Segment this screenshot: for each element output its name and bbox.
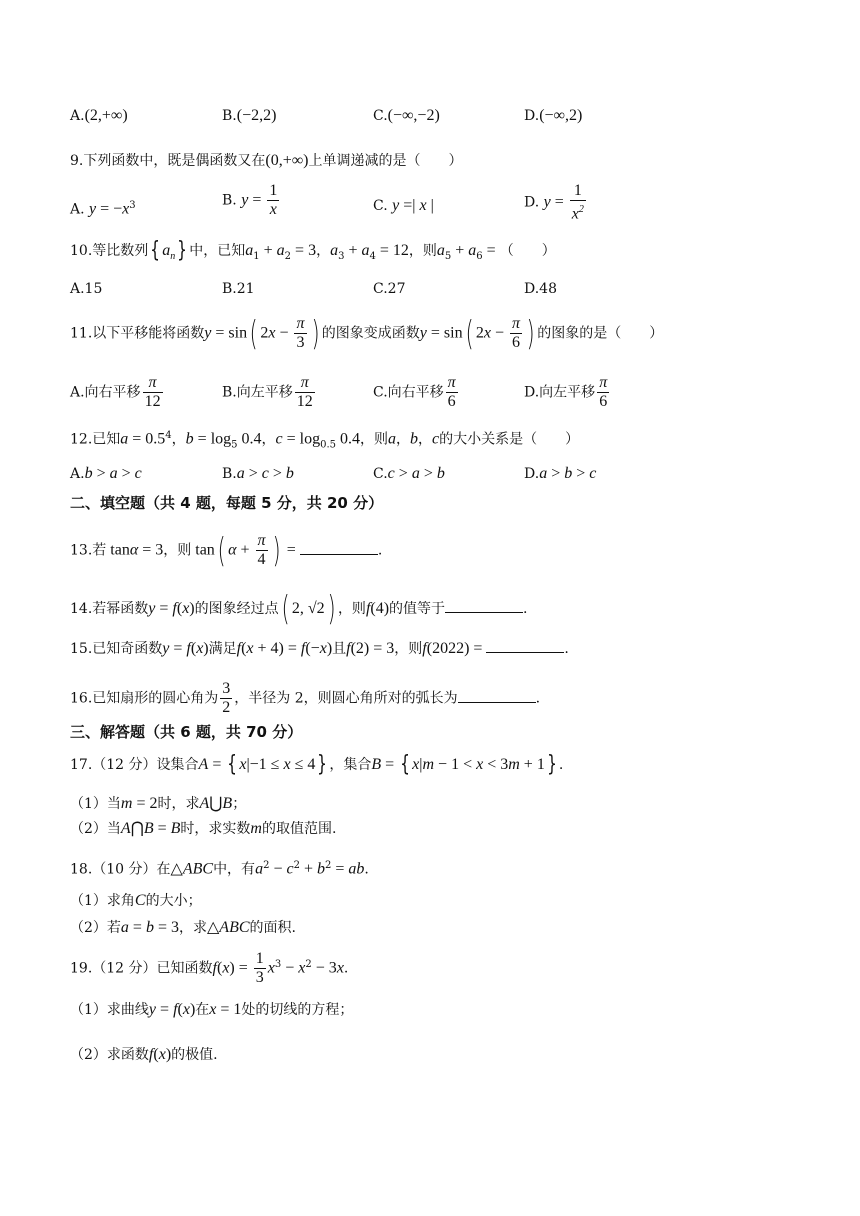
q9-stem: 9.下列函数中，既是偶函数又在(0,+∞)上单调递减的是（ ） [70,152,463,169]
q11-stem: 11.以下平移能将函数y = sin( 2x − $\frac{\pi}{3}$ ) 的图象变成函数y = sin( 2x − $\frac{\pi}{6}$ ) 的图象的是（ ） [70,313,664,354]
q11-option-a: A.向右平移 $\frac{\pi}{12}$ [70,374,161,410]
q13-answer-blank [300,540,378,555]
q8-option-b: B.(−2,2) [222,107,277,124]
q16-stem: 16.已知扇形的圆心角为 $\frac{3}{2}$ ，半径为 2，则圆心角所对的弧长为 . [70,680,541,716]
q10-option-a: A.15 [70,281,103,297]
q8-option-c: C.(−∞,−2) [373,107,440,124]
q13-stem: 13.若 tanα = 3，则 tan( α + $\frac{\pi}{4}$ ) = . [70,530,383,571]
q16-answer-blank [458,688,536,703]
section-2-heading: 二、填空题（共 4 题，每题 5 分，共 20 分） [70,494,384,512]
q11-option-c: C.向右平移 $\frac{\pi}{6}$ [373,374,456,410]
q10-stem: 10.等比数列{ $a_n$} 中，已知$a_1 + a_2 = 3$，$a_3 + a_4 = 12$，则$a_5 + a_6$ = （ ） [70,238,556,263]
q19-part-1: （1）求曲线y = f(x)在x = 1处的切线的方程； [70,1001,354,1018]
q8-option-a: A.(2,+∞) [70,107,128,124]
q12-stem: 12.已知$a = 0.5^4$，$b = \log_5 0.4$，$c = \log_{0.5} 0.4$，则a，b，c的大小关系是（ ） [70,430,580,451]
q17-part-2: （2）当A⋂B = B时，求实数m的取值范围. [70,820,337,837]
q12-option-a: A.b > a > c [70,465,142,482]
q10-option-c: C.27 [373,281,406,297]
q10-option-d: D.48 [524,281,557,297]
q14-stem: 14.若幂函数y = f(x)的图象经过点( 2, √2) ，则f(4)的值等于 . [70,589,528,629]
q12-option-d: D.a > b > c [524,465,597,482]
q9-option-d: D. y = $\frac{1}{x^2}$ [524,182,584,223]
q18-part-1: （1）求角C的大小； [70,892,202,909]
q18-part-2: （2）若a = b = 3，求△ABC的面积. [70,919,296,936]
q9-option-c: C. y =| x | [373,197,434,214]
q9-option-b: B. y = $\frac{1}{x}$ [222,182,278,218]
q12-option-c: C.c > a > b [373,465,445,482]
q19-stem: 19.（12 分）已知函数f(x) = $\frac{1}{3}$ $x^3 - x^2 - 3x$. [70,950,349,986]
q14-answer-blank [445,598,523,613]
q10-option-b: B.21 [222,281,255,297]
q18-stem: 18.（10 分）在△ABC中，有$a^2 - c^2 + b^2$ = ab. [70,860,369,878]
q15-answer-blank [486,638,564,653]
q12-option-b: B.a > c > b [222,465,294,482]
q15-stem: 15.已知奇函数y = f(x)满足f(x + 4) = f(−x)且f(2) = 3，则f(2022) = . [70,640,569,657]
q17-stem: 17.（12 分）设集合A = { x|−1 ≤ x ≤ 4} ，集合B = { x|m − 1 < x < 3m + 1} . [70,752,564,777]
q8-option-d: D.(−∞,2) [524,107,583,124]
q17-part-1: （1）当m = 2时，求A⋃B； [70,795,247,812]
section-3-heading: 三、解答题（共 6 题，共 70 分） [70,723,303,741]
q11-option-d: D.向左平移 $\frac{\pi}{6}$ [524,374,608,410]
q19-part-2: （2）求函数f(x)的极值. [70,1046,218,1063]
q9-option-a: A. $y = -x^3$ [70,200,136,218]
q11-option-b: B.向左平移 $\frac{\pi}{12}$ [222,374,313,410]
